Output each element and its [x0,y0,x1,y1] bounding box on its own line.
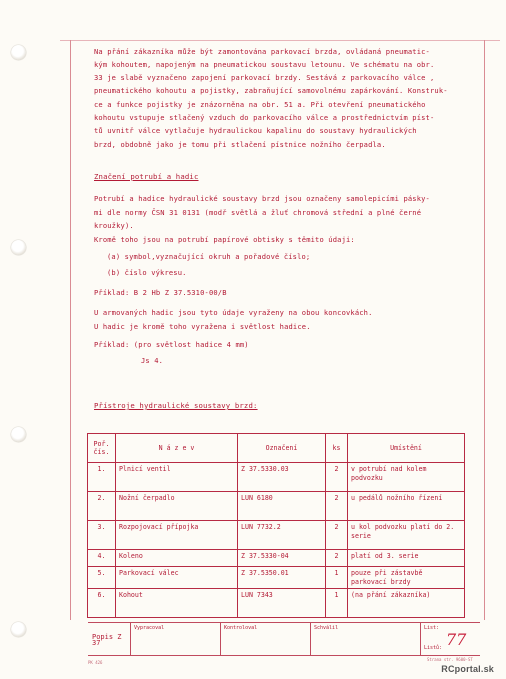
device-code: Z 37.5330.03 [238,463,326,492]
frame-line [70,40,71,620]
listu-label: Listů: [424,645,443,651]
section2-line: kroužky). [94,221,134,230]
row-number: 3. [88,521,116,550]
document-title: Popis Z 37 [92,633,122,647]
intro-line: kohoutu vstupuje stlačený vzduch do parkovacího válce a prostřednictvím píst- [94,113,435,122]
sheet-number: 77 [446,630,467,649]
row-number: 4. [88,550,116,567]
device-code: Z 37.5330-04 [238,550,326,567]
title-block-cell [311,623,421,655]
table-row [88,521,465,550]
device-code: LUN 7732.2 [238,521,326,550]
intro-line: brzd, obdobně jako je tomu při stlačení pístnice nožního čerpadla. [94,140,386,149]
device-name: Rozpojovací přípojka [116,521,238,550]
watermark-text: RCportal.sk [441,664,494,674]
print-code: Strana str. 9600-ST [427,657,473,662]
title-block-cell [221,623,311,655]
form-code: PK 426 [88,660,103,665]
section-heading-marking: Značení potrubí a hadic [94,172,199,181]
devices-table [87,433,465,618]
list-label: List: [424,625,440,631]
device-name: Koleno [116,550,238,567]
device-name: Nožní čerpadlo [116,492,238,521]
intro-line: tů uvnitř válce vytlačuje hydraulickou kapalinu do soustavy hydraulických [94,126,417,135]
table-row [88,567,465,589]
frame-line [60,40,500,41]
column-header: Umístění [348,434,465,463]
intro-line: pneumatického kohoutu a pojistky, zabraňující samovolnému zapárkování. Konstruk- [94,86,448,95]
intro-line: Na přání zákazníka může být zamontována parkovací brzda, ovládaná pneumatic- [94,47,430,56]
section2-line: U armovaných hadic jsou tyto údaje vyraženy na obou koncovkách. [94,308,373,317]
schvalil-label: Schválil [314,625,339,631]
device-location: v potrubí nad kolem podvozku [348,463,465,492]
device-name: Plnicí ventil [116,463,238,492]
table-row [88,589,465,618]
column-header: ks [326,434,348,463]
device-location: platí od 3. serie [348,550,465,567]
table-row [88,550,465,567]
frame-line [484,40,485,620]
device-code: LUN 6180 [238,492,326,521]
device-qty: 1 [326,589,348,618]
row-number: 6. [88,589,116,618]
section2-line: Kromě toho jsou na potrubí papírové obtisky s těmito údaji: [94,235,355,244]
row-number: 2. [88,492,116,521]
title-block-cell [131,623,221,655]
device-location: u pedálů nožního řízení [348,492,465,521]
punch-hole [11,45,26,60]
vypracoval-label: Vypracoval [134,625,165,631]
section2-line: (b) číslo výkresu. [107,268,187,277]
kontroloval-label: Kontroloval [224,625,258,631]
title-block [88,622,480,656]
device-name: Parkovací válec [116,567,238,589]
device-qty: 2 [326,521,348,550]
title-block-doc-cell [88,623,131,655]
column-header: Poř. čís. [88,434,116,463]
device-code: Z 37.5350.01 [238,567,326,589]
example-line: Příklad: (pro světlost hadice 4 mm) [94,340,249,349]
intro-line: ce a funkce pojistky je znázorněna na obr. 51 a. Při otevření pneumatického [94,100,426,109]
row-number: 1. [88,463,116,492]
device-qty: 2 [326,550,348,567]
device-qty: 1 [326,567,348,589]
device-location: u kol podvozku platí do 2. serie [348,521,465,550]
device-qty: 2 [326,492,348,521]
punch-hole [11,427,26,442]
example-line: Příklad: B 2 Hb Z 37.5310-00/B [94,288,227,297]
table-header-row [88,434,465,463]
intro-line: 33 je slabě vyznačeno zapojení parkovací brzdy. Sestává z parkovacího válce , [94,73,435,82]
section2-line: Potrubí a hadice hydraulické soustavy brzd jsou označeny samolepicími pásky- [94,194,430,203]
row-number: 5. [88,567,116,589]
device-qty: 2 [326,463,348,492]
punch-hole [11,240,26,255]
device-code: LUN 7343 [238,589,326,618]
table-row [88,492,465,521]
device-location: pouze při zástavbě parkovací brzdy [348,567,465,589]
section-heading-devices: Přístroje hydraulické soustavy brzd: [94,401,258,410]
device-name: Kohout [116,589,238,618]
section2-line: U hadic je kromě toho vyražena i světlost hadice. [94,322,311,331]
punch-hole [11,622,26,637]
section2-line: (a) symbol,vyznačující okruh a pořadové číslo; [107,252,311,261]
column-header: N á z e v [116,434,238,463]
table-row [88,463,465,492]
example-value: Js 4. [141,356,164,365]
section2-line: mi dle normy ČSN 31 0131 (modř světlá a žluť chromová střední a plné černé [94,208,422,217]
column-header: Označení [238,434,326,463]
intro-line: kým kohoutem, napojeným na pneumatickou soustavu letounu. Ve schématu na obr. [94,60,435,69]
device-location: (na přání zákazníka) [348,589,465,618]
